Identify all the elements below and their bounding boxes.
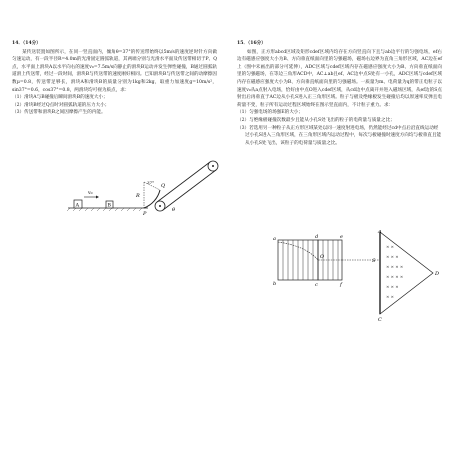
label-e: e [340, 234, 343, 240]
label-A: A [378, 230, 382, 236]
svg-text:× ×: × × [386, 294, 394, 299]
question-14-stem: 某传送装置如图所示，在同一竖直面内，倾角θ=37°的传送带始终以5m/s的速度逆时针方向做匀速运动，有一段半径R=4.0m的光滑固定圆弧轨道，其两端分别与光滑水平面及传送带相切于P、Q点，水平面上滑块A以水平向右的速度v₀=7.5m/s向静止的滑块B运动并发生弹性碰撞，B通过圆弧轨道滑上传送带，经过一段时间，滑块B与传送带的速度刚好相同。已知滑块B与传送带之间的动摩擦因数μ=0.8，传送带足够长，滑块A和滑块B的质量分别为1kg和2kg，取重力加速度g=10m/s²，sin37°=0.6，cos37°=0.8，两滑块均可视为质点，求： [12, 49, 217, 93]
label-v0: v₀ [88, 191, 93, 196]
question-14-item-1: （1）滑块A与B碰撞后瞬间滑块B的速度大小； [12, 95, 108, 101]
label-C: C [378, 317, 382, 322]
question-14-item-3: （3）传送带和滑块B之间因摩擦产生的内能。 [12, 110, 106, 116]
question-15-item-2: （2）与绝缘板碰撞次数最少且能从小孔S处飞出的粒子的电荷量与质量之比； [237, 117, 395, 123]
question-14-item-2: （2）滑块B经过Q点时对圆弧轨道的压力大小； [12, 102, 110, 108]
svg-text:× × ×: × × × [386, 284, 399, 289]
question-15-figure [268, 230, 448, 322]
question-15-stem: 如图，正方形abcd区域及矩形cdef区域内均存在方向竖直向下且与ab边平行的匀强电场，ef右边有磁感应强度大小为B、方向垂直纸面向里的匀强磁场，磁场右边界为直角三角形区域，AC边在ef上（图中未画出的部分可延伸），ADC区域与cdef区域内存在磁感应强度大小为B、方向垂直纸面向里的匀强磁场，在等边三角形ACD中，AC⊥ab且ef、AC边中点S处有一小孔，ADC区域与cdef区域内存在磁感应强度大小为B、方向垂直纸面向里的匀强磁场。一质量为m、电荷量为q的带正电粒子以速度v₀从a点射入电场，恰好由中点O进入cdef区域，从cd边中点离开并进入磁场区域，从ef边的S点射出后再垂直于AC边从小孔S进入正三角形区域。粒子与板及绝缘板发生碰撞后均以原速率反弹且电荷量不变，粒子所有运动过程区域始终在图示竖直面内，不计粒子重力。求： [237, 49, 442, 108]
label-o: O [320, 254, 325, 260]
svg-text:× × ×: × × × [386, 254, 399, 259]
velocity-arrow-head [96, 196, 99, 199]
svg-text:× × × ×: × × × × [386, 274, 404, 279]
question-14-figure [60, 140, 230, 230]
label-theta: θ [172, 207, 176, 213]
label-angle: 37° [147, 180, 155, 185]
question-15 [237, 40, 442, 147]
label-a: A [75, 202, 80, 209]
particle-trajectory [278, 242, 342, 260]
label-p: P [143, 211, 147, 217]
label-r: R [136, 193, 140, 199]
label-q: Q [161, 183, 166, 189]
question-15-item-1: （1）匀强电场的场强E的大小； [237, 110, 303, 116]
svg-text:× × × ×: × × × × [386, 264, 404, 269]
question-15-header: 15．（16分） [237, 41, 266, 46]
question-14 [12, 40, 217, 117]
label-b: B [107, 203, 111, 209]
svg-text:× ×: × × [386, 244, 394, 249]
question-14-header: 14．（14分） [12, 41, 41, 46]
magnetic-field-crosses [386, 244, 403, 299]
label-f: f [340, 282, 342, 288]
label-d: d [315, 234, 319, 240]
label-b: b [273, 281, 277, 287]
label-c: c [315, 282, 318, 288]
question-15-item-3: （3）若选用另一种粒子从正方形区域某处以同一速度射进电场，仍然能经过cd中点后沿直线运动经过小孔S进入三角形区域，在三角形区域内运动过程中，每次与板碰撞时速度方向均与板垂直且能从小孔S处飞出，该粒子的电荷量与质量之比。 [237, 125, 442, 146]
label-a: a [273, 236, 276, 242]
label-s: S [372, 258, 376, 264]
label-D: D [435, 271, 440, 277]
